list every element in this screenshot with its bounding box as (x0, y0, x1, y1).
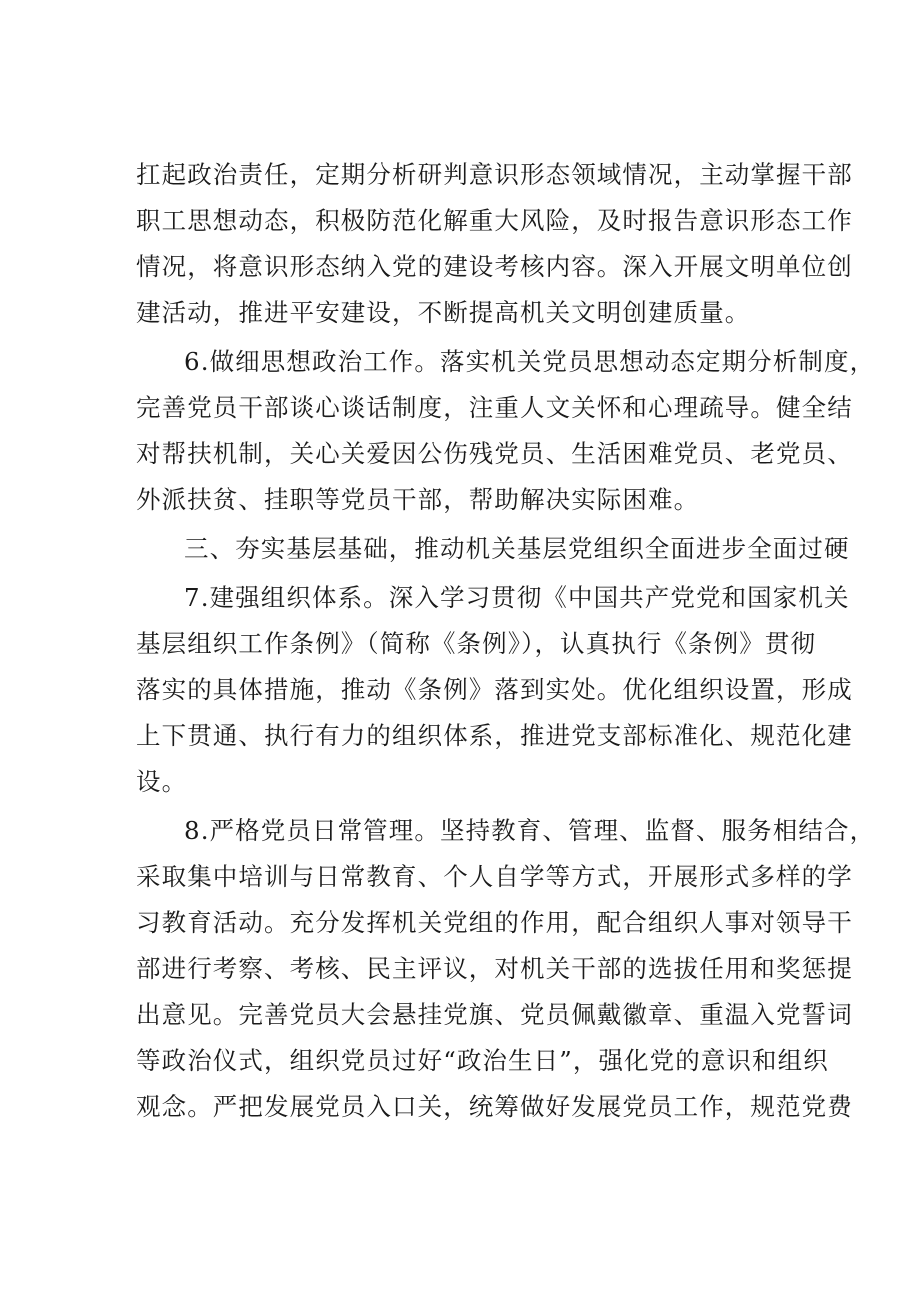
body-text-line: 对帮扶机制，关心关爱因公伤残党员、生活困难党员、老党员、 (136, 439, 853, 468)
body-text-line: 设。 (136, 767, 188, 796)
body-text-line: 扛起政治责任，定期分析研判意识形态领域情况，主动掌握干部 (136, 160, 853, 189)
body-text-line: 基层组织工作条例》（简称《条例》），认真执行《条例》贯彻 (136, 629, 817, 658)
body-text-line: 落实的具体措施，推动《条例》落到实处。优化组织设置，形成 (136, 675, 853, 704)
body-text-line: 部进行考察、考核、民主评议，对机关干部的选拔任用和奖惩提 (136, 954, 853, 983)
body-text-line: 等政治仪式，组织党员过好“政治生日”，强化党的意识和组织 (136, 1046, 829, 1075)
body-text-line: 采取集中培训与日常教育、个人自学等方式，开展形式多样的学 (136, 862, 853, 891)
body-text-line: 出意见。完善党员大会悬挂党旗、党员佩戴徽章、重温入党誓词 (136, 1000, 853, 1029)
body-text-line: 外派扶贫、挂职等党员干部，帮助解决实际困难。 (136, 485, 700, 514)
section-item-6-heading: 6.做细思想政治工作。落实机关党员思想动态定期分析制度， (184, 347, 876, 376)
body-text-line: 完善党员干部谈心谈话制度，注重人文关怀和心理疏导。健全结 (136, 393, 853, 422)
section-heading-3: 三、夯实基层基础，推动机关基层党组织全面进步全面过硬 (184, 534, 850, 563)
body-text-line: 情况，将意识形态纳入党的建设考核内容。深入开展文明单位创 (136, 252, 853, 281)
body-text-line: 职工思想动态，积极防范化解重大风险，及时报告意识形态工作 (136, 206, 853, 235)
body-text-line: 习教育活动。充分发挥机关党组的作用，配合组织人事对领导干 (136, 908, 853, 937)
section-item-8-heading: 8.严格党员日常管理。坚持教育、管理、监督、服务相结合， (184, 816, 876, 845)
body-text-line: 观念。严把发展党员入口关，统筹做好发展党员工作，规范党费 (136, 1092, 853, 1121)
section-item-7-heading: 7.建强组织体系。深入学习贯彻《中国共产党党和国家机关 (184, 583, 850, 612)
body-text-line: 上下贯通、执行有力的组织体系，推进党支部标准化、规范化建 (136, 721, 853, 750)
body-text-line: 建活动，推进平安建设，不断提高机关文明创建质量。 (136, 298, 751, 327)
